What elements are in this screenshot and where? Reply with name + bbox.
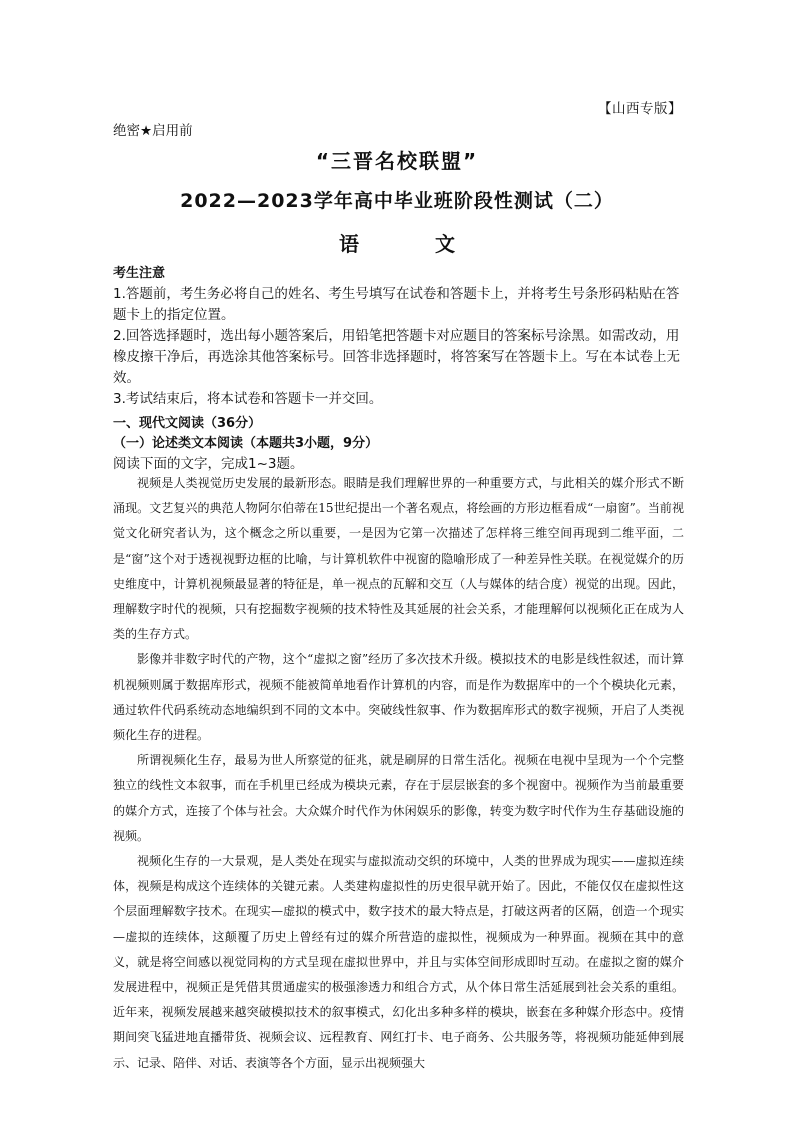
confidential-label: 绝密★启用前	[113, 123, 193, 139]
passage-paragraph: 视频化生存的一大景观，是人类处在现实与虚拟流动交织的环境中，人类的世界成为现实——虚拟连续体，视频是构成这个连续体的关键元素。人类建构虚拟性的历史很早就开始了。因此，不能仅仅在虚拟性这个层面理解数字技术。在现实—虚拟的模式中，数字技术的最大特点是，打破这两者的区隔，创造一个现实—虚拟的连续体，这颠覆了历史上曾经有过的媒介所营造的虚拟性，视频成为一种界面。视频在其中的意义，就是将空间感以视觉同构的方式呈现在虚拟世界中，并且与实体空间形成即时互动。在虚拟之窗的媒介发展进程中，视频正是凭借其贯通虚实的极强渗透力和组合方式，从个体日常生活延展到社会关系的重组。近年来，视频发展越来越突破模拟技术的叙事模式，幻化出多种多样的模块，嵌套在多种媒介形态中。疫情期间突飞猛进地直播带货、视频会议、远程教育、网红打卡、电子商务、公共服务等，将视频功能延伸到展示、记录、陪伴、对话、表演等各个方面，显示出视频强大	[113, 854, 684, 1070]
reading-passage	[113, 471, 684, 1076]
alliance-title: “三晋名校联盟”	[315, 149, 479, 173]
notice-item: 1.答题前，考生务必将自己的姓名、考生号填写在试卷和答题卡上，并将考生号条形码粘贴在答题卡上的指定位置。	[113, 286, 680, 323]
notice-item: 2.回答选择题时，选出每小题答案后，用铅笔把答题卡对应题目的答案标号涂黑。如需改动，用橡皮擦干净后，再选涂其他答案标号。回答非选择题时，将答案写在答题卡上。写在本试卷上无效。	[113, 328, 680, 386]
edition-label: 【山西专版】	[598, 101, 682, 117]
section-heading: 一、现代文阅读（36分）	[113, 416, 262, 431]
reading-instruction: 阅读下面的文字，完成1~3题。	[113, 456, 304, 472]
candidate-notice	[113, 263, 683, 410]
exam-title: 2022—2023学年高中毕业班阶段性测试（二）	[180, 190, 614, 212]
subject-title: 语 文	[339, 232, 483, 256]
passage-paragraph: 所谓视频化生存，最易为世人所察觉的征兆，就是刷屏的日常生活化。视频在电视中呈现为一个个完整独立的线性文本叙事，而在手机里已经成为模块元素，存在于层层嵌套的多个视窗中。视频作为当前最重要的媒介方式，连接了个体与社会。大众媒介时代作为休闲娱乐的影像，转变为数字时代作为生存基础设施的视频。	[113, 753, 684, 843]
passage-paragraph: 影像并非数字时代的产物，这个“虚拟之窗”经历了多次技术升级。模拟技术的电影是线性叙述，而计算机视频则属于数据库形式，视频不能被简单地看作计算机的内容，而是作为数据库中的一个个模块化元素，通过软件代码系统动态地编织到不同的文本中。突破线性叙事、作为数据库形式的数字视频，开启了人类视频化生存的进程。	[113, 652, 684, 743]
notice-heading: 考生注意	[113, 266, 166, 281]
passage-paragraph: 视频是人类视觉历史发展的最新形态。眼睛是我们理解世界的一种重要方式，与此相关的媒介形式不断涌现。文艺复兴的典范人物阿尔伯蒂在15世纪提出一个著名观点，将绘画的方形边框看成“一扇窗”。当前视觉文化研究者认为，这个概念之所以重要，一是因为它第一次描述了怎样将三维空间再现到二维平面，二是“窗”这个对于透视视野边框的比喻，与计算机软件中视窗的隐喻形成了一种差异性关联。在视觉媒介的历史维度中，计算机视频最显著的特征是，单一视点的瓦解和交互（人与媒体的结合度）视觉的出现。因此，理解数字时代的视频，只有挖掘数字视频的技术特性及其延展的社会关系，才能理解何以视频化正在成为人类的生存方式。	[113, 476, 684, 642]
notice-item: 3.考试结束后，将本试卷和答题卡一并交回。	[113, 391, 383, 407]
subsection-heading: （一）论述类文本阅读（本题共3小题，9分）	[113, 436, 379, 451]
